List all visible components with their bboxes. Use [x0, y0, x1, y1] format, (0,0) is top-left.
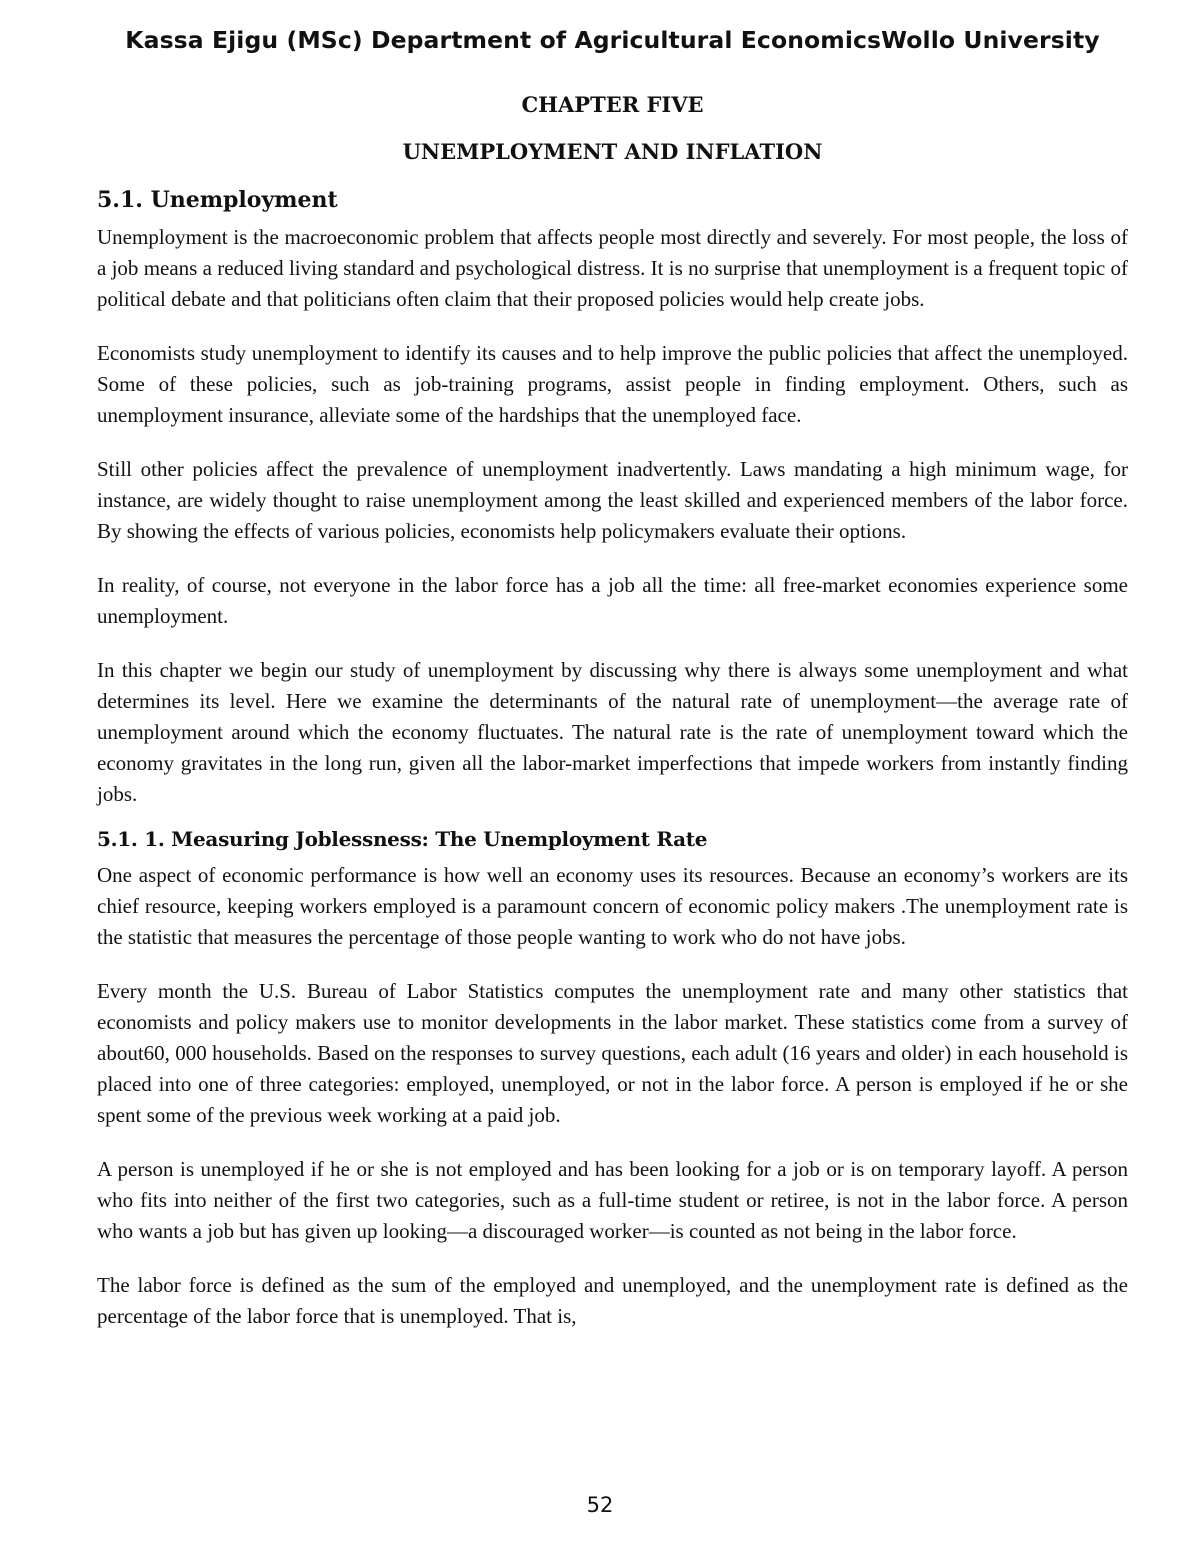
paragraph: In reality, of course, not everyone in the labor force has a job all the time: all free-market economies experience some unemployment. [97, 573, 1128, 628]
document-page [97, 22, 1128, 1332]
subsection-heading: 5.1. 1. Measuring Joblessness: The Unemployment Rate [97, 827, 708, 851]
paragraph: A person is unemployed if he or she is not employed and has been looking for a job or is on temporary layoff. A person who fits into neither of the first two categories, such as a full-time student or retiree, is not in the labor force. A person who wants a job but has given up looking—a discouraged worker—is counted as not being in the labor force. [97, 1157, 1128, 1243]
page-number: 52 [586, 1493, 614, 1517]
paragraph: Economists study unemployment to identify its causes and to help improve the public policies that affect the unemployed. Some of these policies, such as job-training programs, assist people in finding employment. Others, such as unemployment insurance, alleviate some of the hardships that the unemployed face. [97, 341, 1128, 427]
paragraph: One aspect of economic performance is how well an economy uses its resources. Because an economy’s workers are its chief resource, keeping workers employed is a paramount concern of economic policy makers .The unemployment rate is the statistic that measures the percentage of those people wanting to work who do not have jobs. [97, 863, 1128, 949]
paragraph: Every month the U.S. Bureau of Labor Statistics computes the unemployment rate and many other statistics that economists and policy makers use to monitor developments in the labor market. These statistics come from a survey of about60, 000 households. Based on the responses to survey questions, each adult (16 years and older) in each household is placed into one of three categories: employed, unemployed, or not in the labor force. A person is employed if he or she spent some of the previous week working at a paid job. [97, 979, 1128, 1127]
paragraph: Unemployment is the macroeconomic problem that affects people most directly and severely. For most people, the loss of a job means a reduced living standard and psychological distress. It is no surprise that unemployment is a frequent topic of political debate and that politicians often claim that their proposed policies would help create jobs. [97, 225, 1128, 311]
section-heading: 5.1. Unemployment [97, 187, 338, 213]
chapter-label: CHAPTER FIVE [521, 92, 704, 117]
paragraph: The labor force is defined as the sum of the employed and unemployed, and the unemployment rate is defined as the percentage of the labor force that is unemployed. That is, [97, 1273, 1128, 1328]
chapter-title: UNEMPLOYMENT AND INFLATION [402, 139, 823, 164]
paragraph: Still other policies affect the prevalence of unemployment inadvertently. Laws mandating a high minimum wage, for instance, are widely thought to raise unemployment among the least skilled and experienced members of the labor force. By showing the effects of various policies, economists help policymakers evaluate their options. [97, 457, 1128, 543]
running-header: Kassa Ejigu (MSc) Department of Agricultural EconomicsWollo University [125, 26, 1100, 54]
paragraph: In this chapter we begin our study of unemployment by discussing why there is always some unemployment and what determines its level. Here we examine the determinants of the natural rate of unemployment—the average rate of unemployment around which the economy fluctuates. The natural rate is the rate of unemployment toward which the economy gravitates in the long run, given all the labor-market imperfections that impede workers from instantly finding jobs. [97, 658, 1128, 806]
